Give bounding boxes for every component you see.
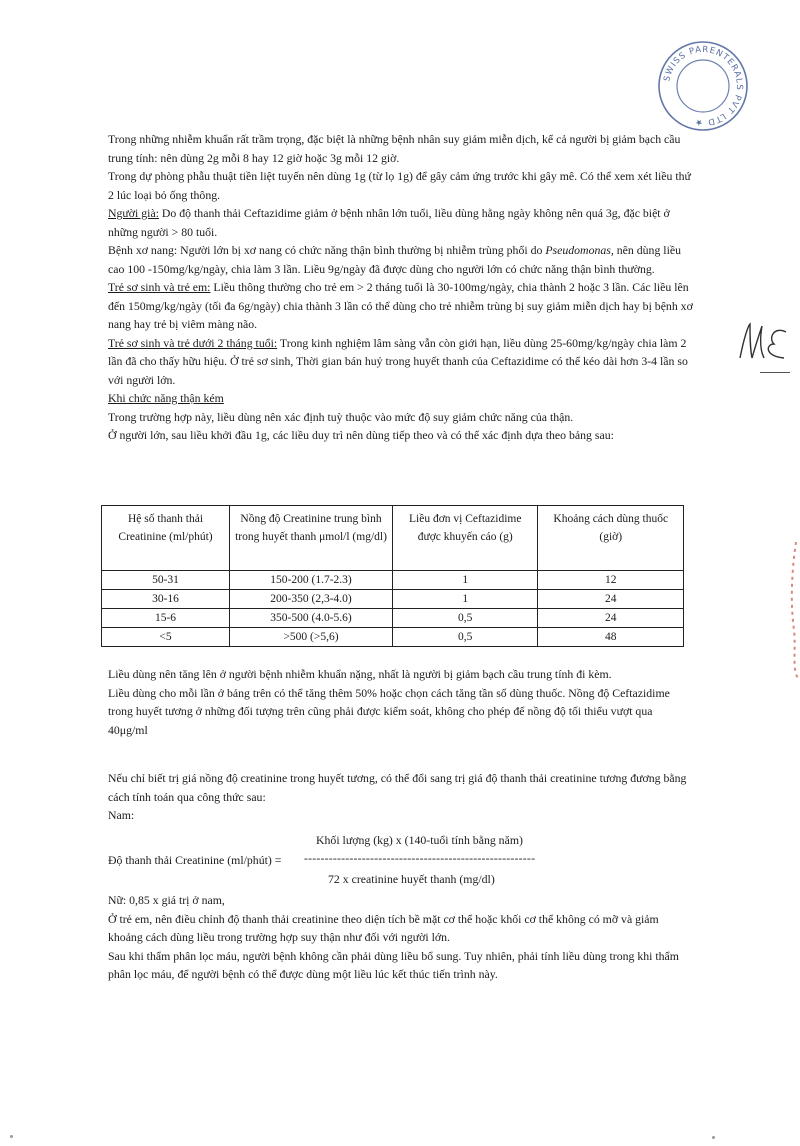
formula-denominator: 72 x creatinine huyết thanh (mg/dl): [328, 872, 495, 886]
children-body: Liều thông thường cho trẻ em > 2 tháng tuổi là 30-100mg/ngày, chia thành 2 hoặc 3 lần. Các liều lên đến 150mg/kg/ngày (tối đa 6g/ngày) chia thành 3 lần có thể dùng cho trẻ nhiễm trùng bị suy giảm miễn dịch hay bị bệnh xơ nang hay trẻ bị viêm màng não.: [108, 280, 693, 331]
table-cell: 350-500 (4.0-5.6): [230, 609, 393, 628]
paragraph-severe-infection: Trong những nhiễm khuẩn rất trầm trọng, đặc biệt là những bệnh nhân suy giảm miễn dịch, kể cả người bị giảm bạch cầu trung tính: nên dùng 2g mỗi 8 hay 12 giờ hoặc 3g mỗi 12 giờ.: [108, 132, 681, 165]
paragraph-pediatric-renal: Ở trẻ em, nên điều chỉnh độ thanh thải creatinine theo diện tích bề mặt cơ thể hoặc khối cơ thể không có mỡ và giảm khoảng cách dùng liều trong trường hợp suy thận như đối với người lớn.: [108, 911, 659, 944]
paragraph-increase-dose: Liều dùng nên tăng lên ở người bệnh nhiễm khuẩn nặng, nhất là người bị giảm bạch cầu trung tính đi kèm.: [108, 667, 612, 681]
svg-text:SWISS PARENTERALS PVT LTD ★: SWISS PARENTERALS PVT LTD ★: [662, 44, 745, 128]
table-cell: 0,5: [392, 628, 538, 647]
red-stamp-fragment: [784, 540, 800, 680]
formula-lhs: Độ thanh thải Creatinine (ml/phút) =: [108, 853, 282, 867]
conversion-intro: Nếu chỉ biết trị giá nồng độ creatinine trong huyết tương, có thể đổi sang trị giá độ thanh thải creatinine tương đương bằng cách tính toán qua công thức sau:: [108, 771, 687, 804]
infants-body: Trong kinh nghiệm lâm sàng vẫn còn giới hạn, liều dùng 25-60mg/kg/ngày chia làm 2 lần đã cho thấy hữu hiệu. Ở trẻ sơ sinh, Thời gian bán huỷ trong huyết thanh của Ceftazidime có thể kéo dài hơn 3-4 lần so với người lớn.: [108, 335, 688, 387]
table-cell: 1: [392, 571, 538, 590]
table-cell: 48: [538, 628, 684, 647]
table-cell: 12: [538, 571, 684, 590]
table-row: [102, 590, 684, 609]
table-header-row: [102, 506, 684, 571]
handwritten-initials: [734, 318, 790, 366]
table-cell: 15-6: [102, 609, 230, 628]
heading-infants: Trẻ sơ sinh và trẻ dưới 2 tháng tuổi:: [108, 335, 278, 350]
cystic-rest: nên dùng liều cao 100 -150mg/kg/ngày, chia làm 3 lần. Liều 9g/ngày đã được dùng cho người lớn có chức năng thận bình thường.: [108, 243, 681, 276]
table-cell: 0,5: [392, 609, 538, 628]
table-cell: 24: [538, 590, 684, 609]
conversion-section: [108, 769, 693, 825]
heading-children: Trẻ sơ sinh và trẻ em:: [108, 280, 211, 294]
table-row: [102, 628, 684, 647]
table-header-cell: Hệ số thanh thải Creatinine (ml/phút): [102, 506, 230, 571]
dosage-section: [108, 130, 693, 445]
scan-dot: [712, 1136, 715, 1139]
margin-line: [760, 372, 790, 373]
paragraph-prostate-surgery: Trong dự phòng phẫu thuật tiền liệt tuyến nên dùng 1g (từ lọ 1g) để gây cảm ứng trước khi gây mê. Có thể xem xét liều thứ 2 lúc loại bỏ ống thông.: [108, 169, 691, 202]
scan-dot: [10, 1135, 13, 1138]
label-male: Nam:: [108, 808, 135, 822]
company-seal: [655, 38, 751, 134]
renal-line-1: Trong trường hợp này, liều dùng nên xác định tuỳ thuộc vào mức độ suy giảm chức năng của thận.: [108, 409, 574, 424]
table-cell: 30-16: [102, 590, 230, 609]
paragraph-female: Nữ: 0,85 x giá trị ở nam,: [108, 893, 225, 907]
after-table-section: [108, 665, 693, 739]
table-cell: >500 (>5,6): [230, 628, 393, 647]
table-cell: 1: [392, 590, 538, 609]
paragraph-elderly: [108, 204, 693, 241]
formula-numerator: Khối lượng (kg) x (140-tuổi tính bằng năm): [316, 833, 523, 847]
elderly-body: Do độ thanh thải Ceftazidime giảm ở bệnh nhân lớn tuổi, liều dùng hằng ngày không nên quá 3g, đặc biệt ở những người > 80 tuổi.: [108, 206, 670, 239]
renal-dosage-table: [101, 505, 684, 647]
heading-elderly: Người già:: [108, 206, 159, 220]
table-cell: 50-31: [102, 571, 230, 590]
table-row: [102, 609, 684, 628]
table-header-cell: Khoảng cách dùng thuốc (giờ): [538, 506, 684, 571]
paragraph-children: [108, 278, 693, 334]
table-cell: 150-200 (1.7-2.3): [230, 571, 393, 590]
paragraph-dialysis: Sau khi thẩm phân lọc máu, người bệnh không cần phải dùng liều bổ sung. Tuy nhiên, phải tính liều dùng trong khi thẩm phân lọc máu, để người bệnh có thể được dùng một liều lúc kết thúc tiến trình này.: [108, 948, 679, 981]
renal-line-2: Ở người lớn, sau liều khởi đầu 1g, các liều duy trì nên dùng tiếp theo và có thể xác định dựa theo bảng sau:: [108, 428, 614, 442]
table-row: [102, 571, 684, 590]
formula-fraction-line: --------------------------------------------------------: [304, 851, 536, 865]
cystic-lead: Bệnh xơ nang: Người lớn bị xơ nang có chức năng thận bình thường bị nhiễm trùng phổi do: [108, 243, 546, 257]
table-cell: 24: [538, 609, 684, 628]
table-cell: <5: [102, 628, 230, 647]
paragraph-cystic-fibrosis: [108, 241, 693, 278]
paragraph-dose-adjust: Liều dùng cho mỗi lần ở bảng trên có thể tăng thêm 50% hoặc chọn cách tăng tần số dùng thuốc. Nồng độ Ceftazidime trong huyết tương ở những đối tượng trên cũng phải được kiểm soát, không cho phép để nồng độ tối thiểu vượt qua 40μg/ml: [108, 685, 670, 737]
table-cell: 200-350 (2,3-4.0): [230, 590, 393, 609]
paragraph-infants: [108, 334, 693, 390]
table-header-cell: Liều đơn vị Ceftazidime được khuyến cáo (g): [392, 506, 538, 571]
organism-name: Pseudomonas,: [545, 243, 614, 257]
heading-renal: Khi chức năng thận kém: [108, 391, 224, 405]
closing-section: [108, 891, 693, 984]
table-header-cell: Nồng độ Creatinine trung bình trong huyết thanh μmol/l (mg/dl): [230, 506, 393, 571]
